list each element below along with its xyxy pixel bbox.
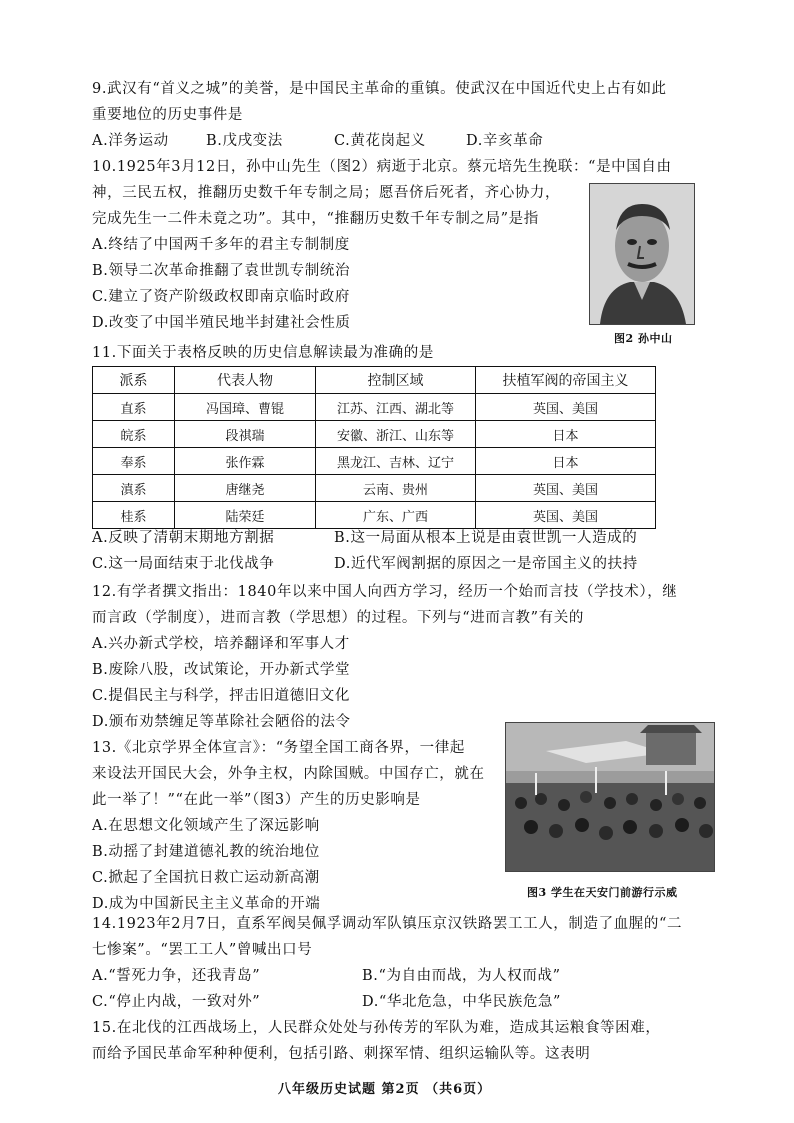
table-row (93, 394, 656, 421)
q14-stem-line2: 七惨案”。“罢工工人”曾喊出口号 (92, 942, 313, 958)
q11-option-c: C.这一局面结束于北伐战争 (92, 556, 275, 572)
table-cell: 滇系 (93, 475, 175, 502)
table-cell: 陆荣廷 (175, 502, 316, 529)
table-row (93, 448, 656, 475)
figure2-caption: 图2 孙中山 (614, 332, 673, 345)
q9-stem-line1: 9.武汉有“首义之城”的美誉，是中国民主革命的重镇。使武汉在中国近代史上占有如此 (92, 81, 667, 97)
q9-option-d: D.辛亥革命 (466, 133, 544, 149)
table-cell: 黑龙江、吉林、辽宁 (316, 448, 476, 475)
portrait-drawing (590, 184, 694, 324)
q14-option-a: A.“誓死力争，还我青岛” (92, 968, 261, 984)
table-header-cell: 代表人物 (175, 367, 316, 394)
q13-option-b: B.动摇了封建道德礼教的统治地位 (92, 844, 320, 860)
q13-option-a: A.在思想文化领域产生了深远影响 (92, 818, 320, 834)
q11-option-b: B.这一局面从根本上说是由袁世凯一人造成的 (334, 530, 638, 546)
figure3-caption: 图3 学生在天安门前游行示威 (527, 886, 678, 899)
q10-stem-line2: 神，三民五权，推翻历史数千年专制之局；愿吾侪后死者，齐心协力， (92, 185, 561, 201)
q12-option-b: B.废除八股，改试策论，开办新式学堂 (92, 662, 351, 678)
q9-option-c: C.黄花岗起义 (334, 133, 426, 149)
table-header-row (93, 367, 656, 394)
q14-option-d: D.“华北危急，中华民族危急” (362, 994, 562, 1010)
sun-yat-sen-portrait (589, 183, 695, 325)
q13-stem-line1: 13.《北京学界全体宣言》：“务望全国工商各界，一律起 (92, 740, 465, 756)
table-cell: 英国、美国 (476, 502, 656, 529)
q12-stem-line2: 而言政（学制度），进而言教（学思想）的过程。下列与“进而言教”有关的 (92, 610, 584, 626)
table-header-cell: 扶植军阀的帝国主义 (476, 367, 656, 394)
table-cell: 江苏、江西、湖北等 (316, 394, 476, 421)
q11-option-d: D.近代军阀割据的原因之一是帝国主义的扶持 (334, 556, 638, 572)
q14-option-c: C.“停止内战，一致对外” (92, 994, 261, 1010)
q12-stem-line1: 12.有学者撰文指出：1840年以来中国人向西方学习，经历一个始而言技（学技术），继 (92, 584, 678, 600)
q13-stem-line3: 此一举了！”“在此一举”（图3）产生的历史影响是 (92, 792, 421, 808)
q10-stem-line1: 10.1925年3月12日，孙中山先生（图2）病逝于北京。蔡元培先生挽联：“是中国自由 (92, 159, 672, 175)
table-cell: 安徽、浙江、山东等 (316, 421, 476, 448)
table-cell: 张作霖 (175, 448, 316, 475)
warlord-table (92, 366, 656, 529)
q12-option-d: D.颁布劝禁缠足等革除社会陋俗的法令 (92, 714, 351, 730)
table-cell: 直系 (93, 394, 175, 421)
q14-stem-line1: 14.1923年2月7日，直系军阀吴佩孚调动军队镇压京汉铁路罢工工人，制造了血腥的“二 (92, 916, 683, 932)
q10-option-b: B.领导二次革命推翻了袁世凯专制统治 (92, 263, 351, 279)
q9-option-b: B.戊戌变法 (206, 133, 283, 149)
q10-option-c: C.建立了资产阶级政权即南京临时政府 (92, 289, 350, 305)
table-cell: 英国、美国 (476, 394, 656, 421)
table-header-cell: 控制区域 (316, 367, 476, 394)
q15-stem-line1: 15.在北伐的江西战场上，人民群众处处与孙传芳的军队为难，造成其运粮食等困难， (92, 1020, 661, 1036)
q11-option-a: A.反映了清朝末期地方割据 (92, 530, 275, 546)
q9-stem-line2: 重要地位的历史事件是 (92, 107, 243, 123)
q15-stem-line2: 而给予国民革命军种种便利，包括引路、刺探军情、组织运输队等。这表明 (92, 1046, 591, 1062)
q13-stem-line2: 来设法开国民大会，外争主权，内除国贼。中国存亡，就在 (92, 766, 485, 782)
q10-option-d: D.改变了中国半殖民地半封建社会性质 (92, 315, 351, 331)
q10-stem-line3: 完成先生一二件未竟之功”。其中，“推翻历史数千年专制之局”是指 (92, 211, 539, 227)
table-cell: 广东、广西 (316, 502, 476, 529)
q9-option-a: A.洋务运动 (92, 133, 169, 149)
table-header-cell: 派系 (93, 367, 175, 394)
table-cell: 段祺瑞 (175, 421, 316, 448)
table-cell: 云南、贵州 (316, 475, 476, 502)
q13-option-d: D.成为中国新民主主义革命的开端 (92, 896, 321, 912)
q12-option-c: C.提倡民主与科学，抨击旧道德旧文化 (92, 688, 350, 704)
q10-option-a: A.终结了中国两千多年的君主专制制度 (92, 237, 350, 253)
table-cell: 桂系 (93, 502, 175, 529)
table-cell: 奉系 (93, 448, 175, 475)
table-cell: 冯国璋、曹锟 (175, 394, 316, 421)
table-cell: 日本 (476, 448, 656, 475)
table-row (93, 421, 656, 448)
page-footer: 八年级历史试题 第2页 （共6页） (278, 1082, 492, 1097)
tiananmen-protest-photo (505, 722, 715, 872)
table-cell: 日本 (476, 421, 656, 448)
protest-drawing (506, 723, 714, 871)
q12-option-a: A.兴办新式学校，培养翻译和军事人才 (92, 636, 350, 652)
table-row (93, 502, 656, 529)
q11-stem: 11.下面关于表格反映的历史信息解读最为准确的是 (92, 345, 434, 361)
q14-option-b: B.“为自由而战，为人权而战” (362, 968, 561, 984)
q13-option-c: C.掀起了全国抗日救亡运动新高潮 (92, 870, 320, 886)
table-cell: 唐继尧 (175, 475, 316, 502)
table-row (93, 475, 656, 502)
table-cell: 皖系 (93, 421, 175, 448)
table-cell: 英国、美国 (476, 475, 656, 502)
